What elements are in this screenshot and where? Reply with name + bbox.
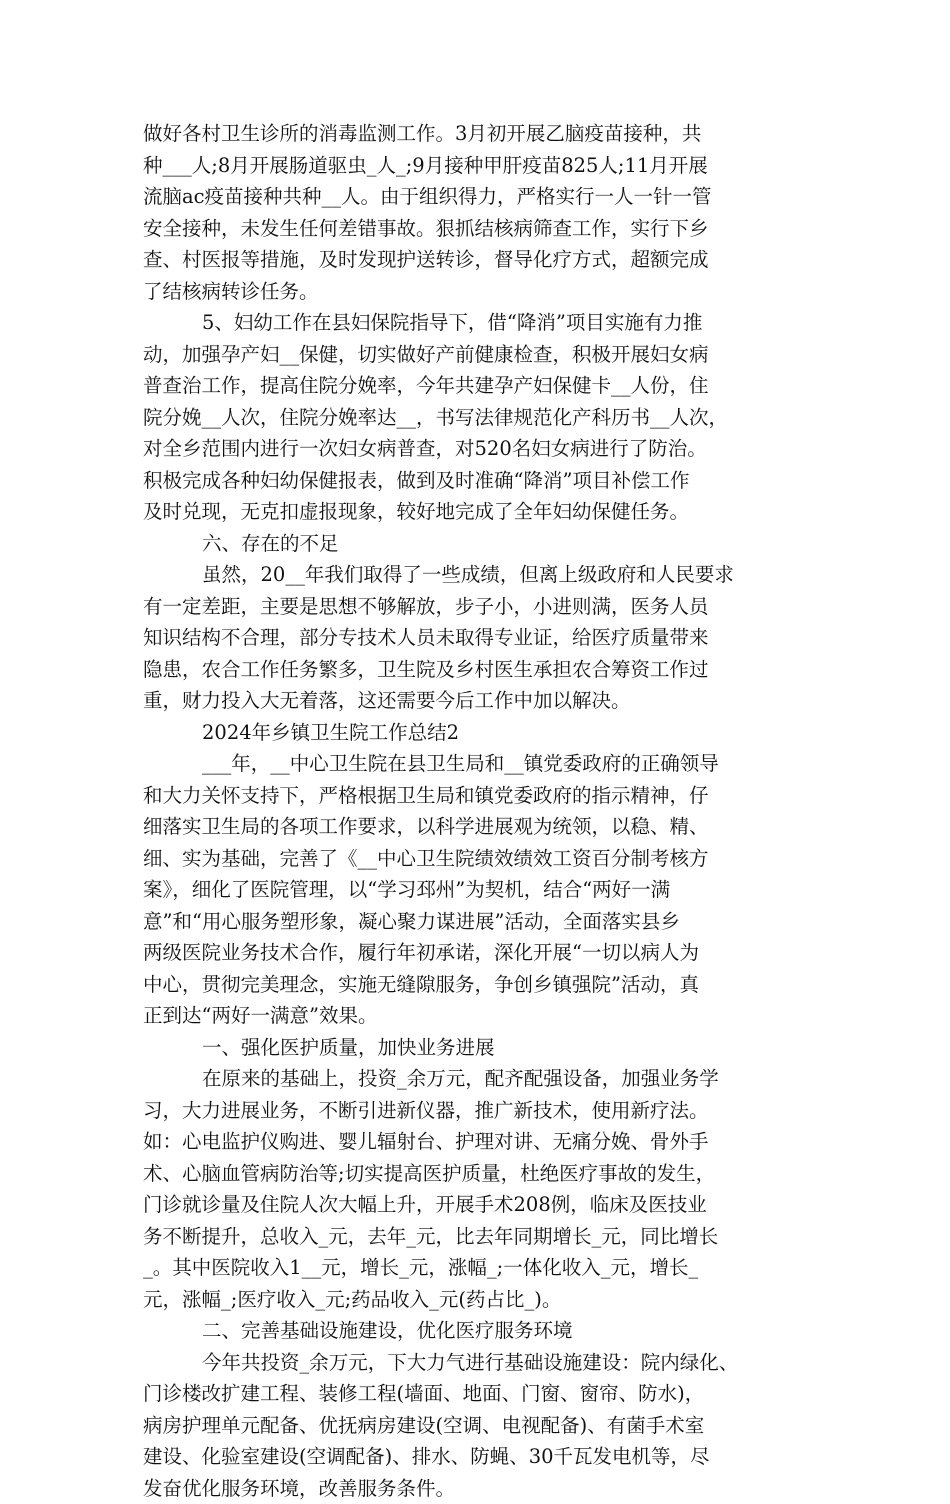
text-line: 术、心脑血管病防治等;切实提高医护质量，杜绝医疗事故的发生， bbox=[143, 1158, 823, 1190]
text-line: 做好各村卫生诊所的消毒监测工作。3月初开展乙脑疫苗接种，共 bbox=[143, 118, 823, 150]
text-line: 知识结构不合理，部分专技术人员未取得专业证，给医疗质量带来 bbox=[143, 622, 823, 654]
text-line: 病房护理单元配备、优抚病房建设(空调、电视配备)、有菌手术室 bbox=[143, 1410, 823, 1442]
text-line: 发奋优化服务环境，改善服务条件。 bbox=[143, 1473, 823, 1504]
text-line: 今年共投资_余万元，下大力气进行基础设施建设：院内绿化、 bbox=[143, 1347, 823, 1379]
text-line: 重，财力投入大无着落，这还需要今后工作中加以解决。 bbox=[143, 685, 823, 717]
text-line: ___年，__中心卫生院在县卫生局和__镇党委政府的正确领导 bbox=[143, 748, 823, 780]
text-line: 意”和“用心服务塑形象，凝心聚力谋进展”活动，全面落实县乡 bbox=[143, 906, 823, 938]
text-line: 六、存在的不足 bbox=[143, 528, 823, 560]
text-line: 和大力关怀支持下，严格根据卫生局和镇党委政府的指示精神，仔 bbox=[143, 780, 823, 812]
text-line: 有一定差距，主要是思想不够解放，步子小，小进则满，医务人员 bbox=[143, 591, 823, 623]
text-line: 两级医院业务技术合作，履行年初承诺，深化开展“一切以病人为 bbox=[143, 937, 823, 969]
text-line: 元，涨幅_;医疗收入_元;药品收入_元(药占比_)。 bbox=[143, 1284, 823, 1316]
text-line: 如：心电监护仪购进、婴儿辐射台、护理对讲、无痛分娩、骨外手 bbox=[143, 1126, 823, 1158]
text-line: 及时兑现，无克扣虚报现象，较好地完成了全年妇幼保健任务。 bbox=[143, 496, 823, 528]
text-line: 隐患，农合工作任务繁多，卫生院及乡村医生承担农合筹资工作过 bbox=[143, 654, 823, 686]
text-line: 细、实为基础，完善了《__中心卫生院绩效绩效工资百分制考核方 bbox=[143, 843, 823, 875]
text-line: 流脑ac疫苗接种共种__人。由于组织得力，严格实行一人一针一管 bbox=[143, 181, 823, 213]
text-line: 动，加强孕产妇__保健，切实做好产前健康检查，积极开展妇女病 bbox=[143, 339, 823, 371]
text-line: _。其中医院收入1__元，增长_元，涨幅_;一体化收入_元，增长_ bbox=[143, 1252, 823, 1284]
text-line: 习，大力进展业务，不断引进新仪器，推广新技术，使用新疗法。 bbox=[143, 1095, 823, 1127]
text-line: 建设、化验室建设(空调配备)、排水、防蝇、30千瓦发电机等，尽 bbox=[143, 1441, 823, 1473]
text-line: 正到达“两好一满意”效果。 bbox=[143, 1000, 823, 1032]
document-page bbox=[143, 118, 823, 1504]
text-line: 积极完成各种妇幼保健报表，做到及时准确“降消”项目补偿工作 bbox=[143, 465, 823, 497]
text-line: 务不断提升，总收入_元，去年_元，比去年同期增长_元，同比增长 bbox=[143, 1221, 823, 1253]
text-line: 在原来的基础上，投资_余万元，配齐配强设备，加强业务学 bbox=[143, 1063, 823, 1095]
text-line: 二、完善基础设施建设，优化医疗服务环境 bbox=[143, 1315, 823, 1347]
text-line: 虽然，20__年我们取得了一些成绩，但离上级政府和人民要求 bbox=[143, 559, 823, 591]
text-line: 种___人;8月开展肠道驱虫_人_;9月接种甲肝疫苗825人;11月开展 bbox=[143, 150, 823, 182]
text-line: 普查治工作，提高住院分娩率，今年共建孕产妇保健卡__人份，住 bbox=[143, 370, 823, 402]
text-line: 门诊就诊量及住院人次大幅上升，开展手术208例，临床及医技业 bbox=[143, 1189, 823, 1221]
text-line: 2024年乡镇卫生院工作总结2 bbox=[143, 717, 823, 749]
text-line: 案》，细化了医院管理，以“学习邳州”为契机，结合“两好一满 bbox=[143, 874, 823, 906]
text-line: 5、妇幼工作在县妇保院指导下，借“降消”项目实施有力推 bbox=[143, 307, 823, 339]
text-line: 安全接种，未发生任何差错事故。狠抓结核病筛查工作，实行下乡 bbox=[143, 213, 823, 245]
text-line: 院分娩__人次，住院分娩率达__，书写法律规范化产科历书__人次， bbox=[143, 402, 823, 434]
text-line: 门诊楼改扩建工程、装修工程(墙面、地面、门窗、窗帘、防水)， bbox=[143, 1378, 823, 1410]
text-line: 细落实卫生局的各项工作要求，以科学进展观为统领，以稳、精、 bbox=[143, 811, 823, 843]
text-line: 对全乡范围内进行一次妇女病普查，对520名妇女病进行了防治。 bbox=[143, 433, 823, 465]
text-line: 一、强化医护质量，加快业务进展 bbox=[143, 1032, 823, 1064]
text-line: 了结核病转诊任务。 bbox=[143, 276, 823, 308]
text-line: 中心，贯彻完美理念，实施无缝隙服务，争创乡镇强院”活动，真 bbox=[143, 969, 823, 1001]
text-line: 查、村医报等措施，及时发现护送转诊，督导化疗方式，超额完成 bbox=[143, 244, 823, 276]
